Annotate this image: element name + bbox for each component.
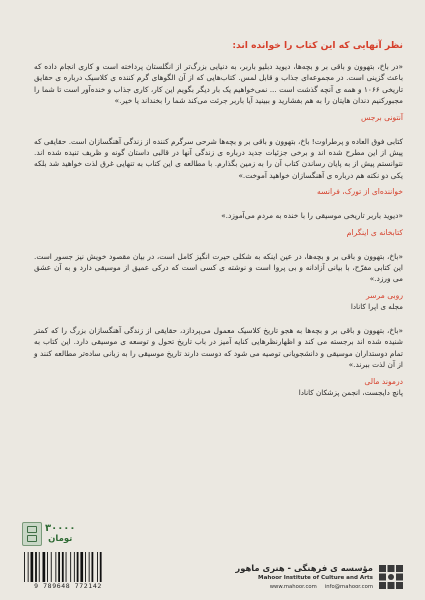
price-unit: تومان (48, 534, 73, 544)
review-source: درموند مالی (364, 376, 403, 386)
review-text: «باخ، بتهوون و باقی بر و بچه‌ها به هجو تاریخ کلاسیک معمول می‌پردازد، حقایقی از زندگی آهنگسازان بزرگ را که کمتر شنیده شده اند برجسته می کند و اظهارنظرهایی کنایه آمیز در باب تاریخ تحول و توسعه ی موسیقی دارد. این کتاب به تمام دوستداران موسیقی و دانشجویانی توصیه می شود که دوست دارند تاریخ موسیقی را به زبانی ساده‌تر مطالعه کنند و از آن لذت ببرند.» (34, 325, 403, 370)
publisher-block (215, 561, 405, 595)
review-source: آنتونی برجس (361, 112, 403, 122)
publisher-website: www.mahoor.com (269, 584, 317, 590)
price-sticker (22, 522, 82, 546)
review-source: کتابخانه ی اینگرام (346, 227, 403, 237)
barcode-icon (22, 552, 114, 582)
review-text: «باخ، بتهوون و باقی بر و بچه‌ها، در عین اینکه به شکلی حیرت انگیز کامل است، در بیان مقصود خویش نیز جسور است. این کتابی مفرّح، با بیانی آزادانه و بی پروا است و نوشته ی کسی است که درکی عمیق از موسیقی دارد و به آن عشق می ورزد.» (34, 251, 403, 284)
review-org: مجله ی اپرا کانادا (350, 301, 403, 311)
reviews-heading: نظر آنهایی که این کتاب را خوانده اند: (232, 40, 403, 51)
publisher-logo-icon (377, 563, 405, 591)
review-text: کتابی فوق العاده و پرطراوت! باخ، بتهوون و باقی بر و بچه‌ها شرحی سرگرم کننده از زندگی آهنگسازان است. حقایقی که پیش از این مطرح شده اند و برخی جزئیات جدید درباره ی زندگی آنها در قالبی داستان گونه و ظریف تنیده شده اند. نتوانستم پیش از به پایان رساندن کتاب آن را به زمین بگذارم. با مطالعه ی این کتاب به تنهایی غرق لذت خواهید شد بلکه یکی دو نکته هم درباره ی آهنگسازان خواهید آموخت.» (34, 136, 403, 180)
price-logo-icon (22, 522, 42, 546)
review-text: «در باخ، بتهوون و باقی بر و بچه‌ها، دیوید دبلیو باربر، به دنیایی بزرگ‌تر از انگلستان پرداخته است و کاری انجام داده که باعث گزینی است. در مجموعه‌ای جذاب و قابل لمس. کتاب‌هایی که از آن الگوهای گرم کننده ی کلاسیک درباره ی حقایق تاریخی ۱۰۶۶ و همه ی آنچه گذشت است ... نمی‌خواهیم یک بار دیگر بگویم این کار، کاری جذاب و خنده‌آور است تا شما را مجبورکنیم دندان هایتان را به هم بفشارید و ببینید آیا باربر جرئت می‌کند شما را بخنداند یا خیر.» (34, 62, 403, 106)
publisher-contact (262, 584, 373, 590)
review-source: خواننده‌ای از تورک، فرانسه (316, 187, 403, 197)
price-amount: ۳۰۰۰۰ (45, 523, 76, 534)
publisher-name-en: Mahoor Institute of Culture and Arts (258, 575, 373, 581)
review-org: پانچ دایجست، انجمن پزشکان کانادا (298, 387, 403, 397)
isbn-number: 9 789648 772142 (34, 582, 102, 590)
review-source: روبی مرسر (365, 290, 403, 300)
publisher-email: info@mahoor.com (324, 584, 373, 590)
publisher-name-fa: مؤسسه ی فرهنگی - هنری ماهور (235, 563, 373, 573)
review-text: «دیوید باربر تاریخی موسیقی را با خنده به مردم می‌آموزد.» (221, 211, 403, 221)
reviews-section (34, 40, 403, 397)
